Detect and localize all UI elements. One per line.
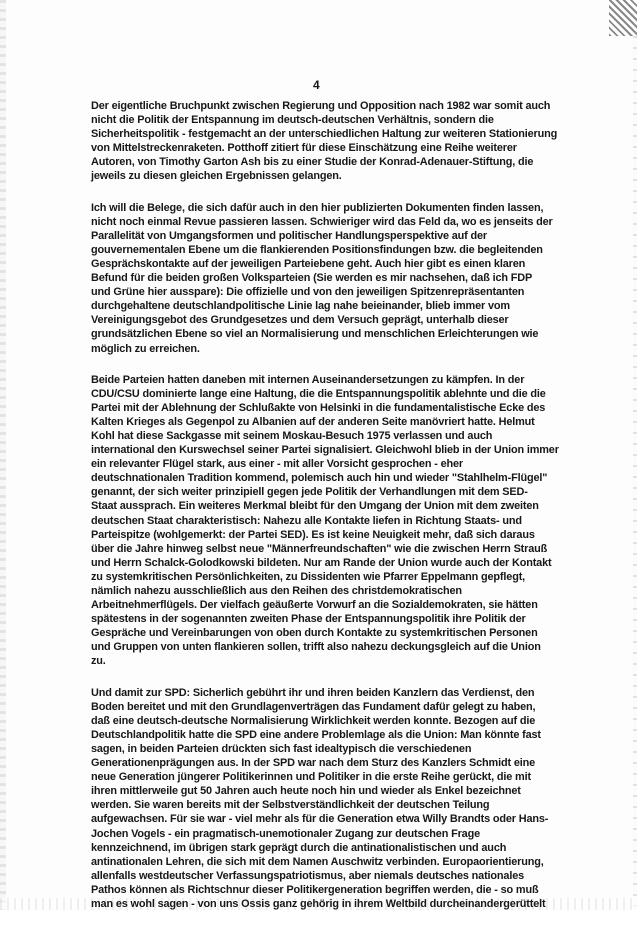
text-line: jeweils zu diesen gleichen Ergebnissen gelangen. [91,170,342,183]
scan-corner-artifact [609,0,637,36]
text-line: gouvernementalen Ebene um die flankierenden Positionsfindungen bzw. die begleitenden [91,243,543,256]
text-line: werden. Sie waren bereits mit der Selbstverständlichkeit der deutschen Teilung [91,799,490,812]
scan-edge-left [0,0,6,910]
text-line: grundsätzlichen Ebene so viel an Normalisierung und menschlichen Erleichterungen wie [91,328,539,341]
text-line: international den Kurswechsel seiner Partei signalisiert. Gleichwohl blieb in der Union immer [91,444,559,457]
paragraph [91,201,551,356]
text-line: Partei mit der Ablehnung der Schlußakte von Helsinki in die fundamentalistische Ecke des [91,401,546,414]
text-line: Staat aussprach. Ein weiteres Merkmal bleibt für den Umgang der Union mit dem zweiten [91,500,539,513]
text-line: allenfalls westdeutscher Verfassungspatriotismus, aber niemals deutsches nationales [91,869,525,882]
document-body [91,99,559,928]
text-line: deutschnationalen Tradition kommend, polemisch auch hin und wieder "Stahlhelm-Flügel" [91,472,548,485]
text-line: Pathos können als Richtschnur dieser Politikergeneration begriffen werden, die - so muß [91,883,539,896]
text-line: und Herrn Schalck-Golodkowski bildeten. Nur am Rande der Union wurde auch der Kontakt [91,556,552,569]
text-line: Kalten Krieges als Gegenpol zu Albanien auf der anderen Seite manövriert hatte. Helmut [91,415,535,428]
text-line: Befund für die beiden großen Volksparteien (Sie werden es mir nachsehen, daß ich FDP [91,272,533,285]
text-line: zu. [91,655,106,668]
text-line: Gesprächskontakte auf der jeweiligen Parteiebene geht. Auch hier gibt es einen klaren [91,257,526,270]
text-line: Sicherheitspolitik - festgemacht an der unterschiedlichen Haltung zur weiteren Stationierung [91,128,558,141]
text-line: durchgehaltene deutschlandpolitische Linie lag nahe beieinander, blieb immer vom [91,300,510,313]
text-line: möglich zu erreichen. [91,342,200,355]
text-line: kennzeichnend, im übrigen stark geprägt durch die antinationalistischen und auch [91,841,507,854]
text-line: Gespräche und Vereinbarungen von oben durch Kontakte zu systemkritischen Personen [91,627,538,640]
text-line: Jochen Vogels - ein pragmatisch-unemotionaler Zugang zur deutschen Frage [91,827,480,840]
text-line: spätestens in der sogenannten zweiten Phase der Entspannungspolitik ihre Politik der [91,613,526,626]
text-line: man es wohl sagen - von uns Ossis ganz gehörig in ihrem Weltbild durcheinandergerüttelt [91,897,546,910]
paragraph [91,373,559,669]
text-line: aufgewachsen. Für sie war - viel mehr als für die Generation etwa Willy Brandts oder Hans- [91,813,549,826]
text-line: daß eine deutsch-deutsche Normalisierung Wirklichkeit werden konnte. Bezogen auf die [91,714,536,727]
text-line: sagen, in beiden Parteien drückten sich fast idealtypisch die verschiedenen [91,742,472,755]
text-line: nicht noch einmal Revue passieren lassen. Schwieriger wird das Feld da, wo es jenseits der [91,215,553,228]
text-line: Boden bereitet und mit den Grundlagenverträgen das Fundament dafür gelegt zu haben, [91,700,536,713]
text-line: nämlich nahezu ausschließlich aus den Reihen des christdemokratischen [91,585,462,597]
paragraph [91,686,551,912]
text-line: und Gruppen von unten flankieren sollen, trifft also nahezu deckungsgleich auf die Union [91,641,541,654]
text-line: antinationalen Lehren, die sich mit dem Namen Auschwitz verbinden. Europaorientierung, [91,855,544,868]
text-line: über die Jahre hinweg selbst neue "Männerfreundschaften" wie die zwischen Herrn Strauß [91,542,548,555]
page-number: 4 [313,78,320,92]
paragraph [91,99,558,184]
text-line: Ich will die Belege, die sich dafür auch in den hier publizierten Dokumenten finden lassen, [91,201,544,214]
text-line: deutschen Staat charakteristisch: Nahezu alle Kontakte liefen in Richtung Staats- und [91,514,522,527]
text-line: Beide Parteien hatten daneben mit internen Auseinandersetzungen zu kämpfen. In der [91,373,525,386]
text-line: genannt, der sich weiter prinzipiell gegen jede Politik der Verhandlungen mit dem SED- [91,486,528,499]
text-line: zu systemkritischen Persönlichkeiten, zu Dissidenten wie Pfarrer Eppelmann gepflegt, [91,570,526,583]
text-line: Und damit zur SPD: Sicherlich gebührt ihr und ihren beiden Kanzlern das Verdienst, den [91,686,535,699]
text-line: Autoren, von Timothy Garton Ash bis zu einer Studie der Konrad-Adenauer-Stiftung, die [91,156,534,169]
text-line: CDU/CSU dominierte lange eine Haltung, die die Entspannungspolitik ablehnte und die die [91,387,546,400]
text-line: neue Generation jüngerer Politikerinnen und Politiker in die erste Reihe gerückt, die mit [91,771,531,784]
text-line: Der eigentliche Bruchpunkt zwischen Regierung und Opposition nach 1982 war somit auch [91,100,551,112]
text-line: von Mittelstreckenraketen. Potthoff zitiert für diese Einschätzung eine Reihe weiterer [91,142,517,155]
text-line: Parteispitze (wohlgemerkt: der Partei SED). Es ist keine Neuigkeit mehr, daß sich daraus [91,528,535,541]
text-line: Parallelität von Umgangsformen und politischer Handlungsperspektive auf der [91,229,488,242]
text-line: Kohl hat diese Sackgasse mit seinem Moskau-Besuch 1975 verlassen und auch [91,429,493,442]
text-line: Vereinigungsgebot des Grundgesetzes und dem Versuch geprägt, unterhalb dieser [91,314,509,327]
text-line: Generationenprägungen aus. In der SPD war nach dem Sturz des Kanzlers Schmidt eine [91,757,536,770]
text-line: nicht die Politik der Entspannung im deutsch-deutschen Verhältnis, sondern die [91,114,494,127]
text-line: Arbeitnehmerflügels. Der vielfach geäußerte Vorwurf an die Sozialdemokraten, sie hätten [91,599,538,612]
text-line: und Grüne hier ausspare): Die offizielle und von den jeweiligen Spitzenrepräsentanten [91,286,525,299]
text-line: ein relevanter Flügel stark, aus einer - mit aller Vorsicht gesprochen - eher [91,458,463,471]
text-line: ihren mittlerweile gut 50 Jahren auch heute noch hin und wieder als Enkel bezeichnet [91,785,521,798]
text-line: Deutschlandpolitik hatte die SPD eine andere Problemlage als die Union: Man könnte fast [91,728,541,741]
scan-edge-right [633,36,637,910]
